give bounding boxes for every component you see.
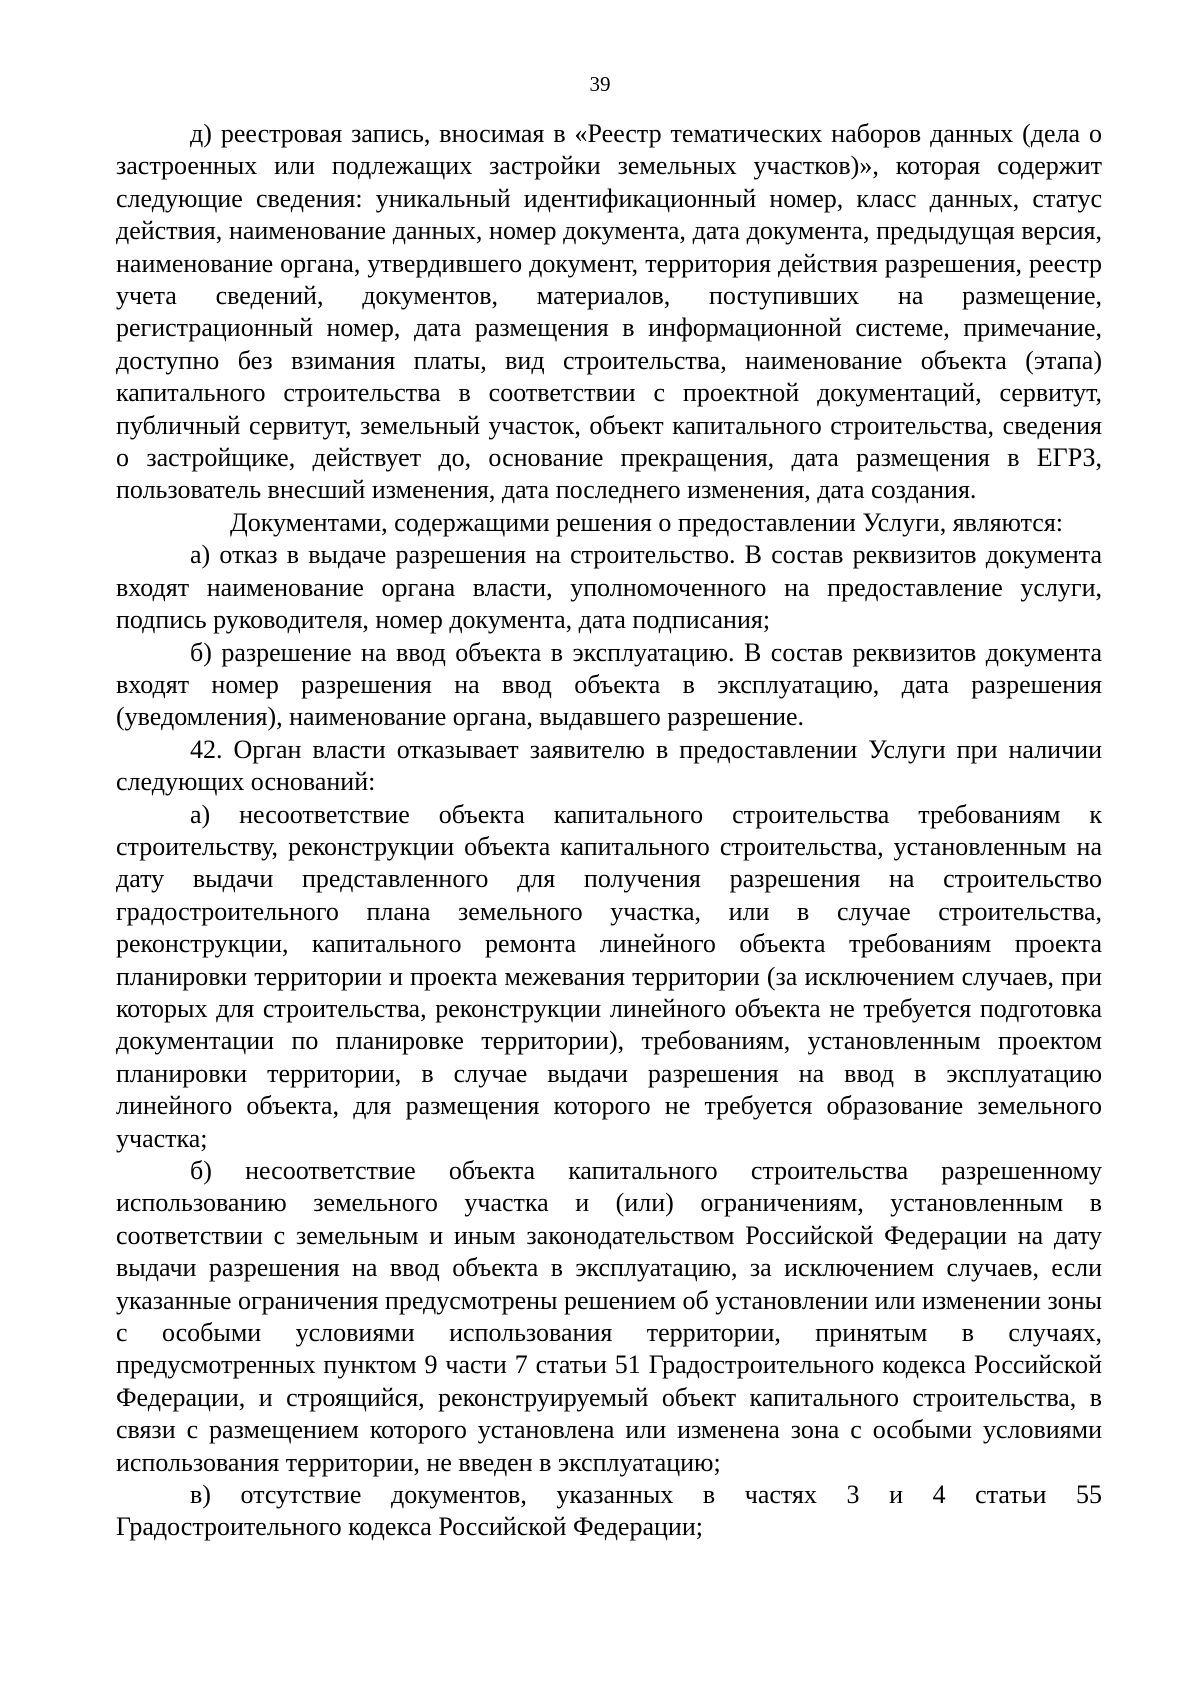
paragraph-ground-a: а) несоответствие объекта капитального строительства требованиям к строительству, реконструкции объекта капитального строительства, установленным на дату выдачи представленного для получения разрешения на строительство градостроительного плана земельного участка, или в случае строительства, реконструкции, капитального ремонта линейного объекта требованиям проекта планировки территории и проекта межевания территории (за исключением случаев, при которых для строительства, реконструкции линейного объекта не требуется подготовка документации по планировке территории), требованиям, установленным проектом планировки территории, в случае выдачи разрешения на ввод в эксплуатацию линейного объекта, для размещения которого не требуется образование земельного участка; [116, 799, 1102, 1153]
page-number: 39 [589, 72, 611, 96]
paragraph-decision-documents-intro: Документами, содержащими решения о предоставлении Услуги, являются: [230, 507, 1064, 537]
paragraph-ground-b: б) несоответствие объекта капитального строительства разрешенному использованию земельного участка и (или) ограничениям, установленным в соответствии с земельным и иным законодательством Российской Федерации на дату выдачи разрешения на ввод объекта в эксплуатацию, за исключением случаев, если указанные ограничения предусмотрены решением об установлении или изменении зоны с особыми условиями использования территории, принятым в случаях, предусмотренных пунктом 9 части 7 статьи 51 Градостроительного кодекса Российской Федерации, и строящийся, реконструируемый объект капитального строительства, в связи с размещением которого установлена или изменена зона с особыми условиями использования территории, не введен в эксплуатацию; [116, 1156, 1102, 1477]
paragraph-refusal-document: а) отказ в выдаче разрешения на строительство. В состав реквизитов документа входят наименование органа власти, уполномоченного на предоставление услуги, подпись руководителя, номер документа, дата подписания; [116, 540, 1102, 635]
document-body [116, 118, 1102, 1544]
paragraph-ground-c: в) отсутствие документов, указанных в частях 3 и 4 статьи 55 Градостроительного кодекса Российской Федерации; [116, 1480, 1102, 1542]
paragraph-item-42: 42. Орган власти отказывает заявителю в предоставлении Услуги при наличии следующих оснований: [116, 734, 1102, 797]
paragraph-registry-record: д) реестровая запись, вносимая в «Реестр тематических наборов данных (дела о застроенных или подлежащих застройки земельных участков)», которая содержит следующие сведения: уникальный идентификационный номер, класс данных, статус действия, наименование данных, номер документа, дата документа, предыдущая версия, наименование органа, утвердившего документ, территория действия разрешения, реестр учета сведений, документов, материалов, поступивших на размещение, регистрационный номер, дата размещения в информационной системе, примечание, доступно без взимания платы, вид строительства, наименование объекта (этапа) капитального строительства в соответствии с проектной документаций, сервитут, публичный сервитут, земельный участок, объект капитального строительства, сведения о застройщике, действует до, основание прекращения, дата размещения в ЕГРЗ, пользователь внесший изменения, дата последнего изменения, дата создания. [116, 119, 1102, 505]
paragraph-permit-document: б) разрешение на ввод объекта в эксплуатацию. В состав реквизитов документа входят номер разрешения на ввод объекта в эксплуатацию, дата разрешения (уведомления), наименование органа, выдавшего разрешение. [116, 637, 1102, 732]
